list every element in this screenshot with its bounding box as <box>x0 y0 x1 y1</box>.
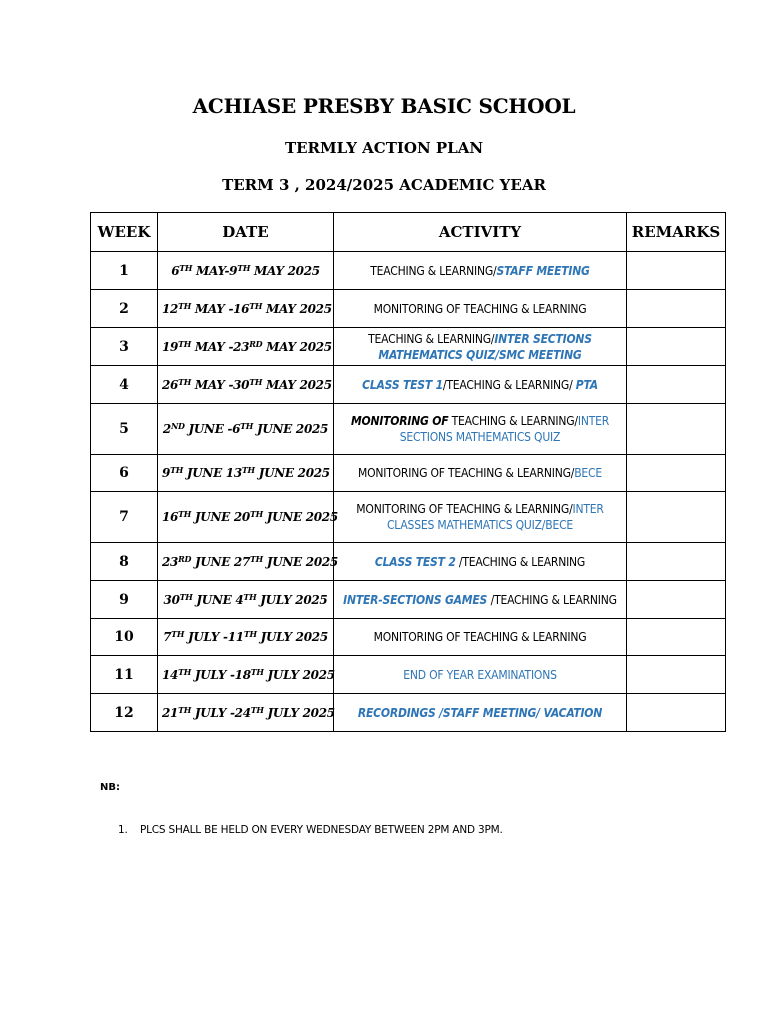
remarks-cell <box>627 619 726 656</box>
column-header-remarks: REMARKS <box>627 213 726 252</box>
activity-cell <box>334 404 627 455</box>
date-cell: 6TH MAY-9TH MAY 2025 <box>158 252 334 290</box>
week-cell: 4 <box>91 366 158 404</box>
activity-cell <box>334 492 627 543</box>
week-cell: 5 <box>91 404 158 455</box>
activity-text: INTER CLASSES MATHEMATICS QUIZ/BECE <box>386 502 604 532</box>
activity-text: INTER SECTIONS MATHEMATICS QUIZ/SMC MEETING <box>378 331 592 362</box>
date-cell: 21TH JULY -24TH JULY 2025 <box>158 694 334 732</box>
activity-text: END OF YEAR EXAMINATIONS <box>403 667 557 682</box>
table-row <box>91 543 726 581</box>
activity-text: TEACHING & LEARNING/ <box>448 414 578 428</box>
activity-text: MONITORING OF TEACHING & LEARNING/ <box>357 466 575 480</box>
week-cell: 10 <box>91 619 158 656</box>
date-cell: 30TH JUNE 4TH JULY 2025 <box>158 581 334 619</box>
activity-text: INTER-SECTIONS GAMES <box>343 592 491 607</box>
action-plan-table <box>90 212 726 732</box>
date-cell: 9TH JUNE 13TH JUNE 2025 <box>158 455 334 492</box>
activity-text: /TEACHING & LEARNING/ <box>442 377 576 392</box>
activity-cell <box>334 656 627 694</box>
activity-text: CLASS TEST 2 <box>374 554 456 569</box>
remarks-cell <box>627 543 726 581</box>
note-number: 1. <box>118 824 128 836</box>
week-cell: 11 <box>91 656 158 694</box>
activity-cell <box>334 543 627 581</box>
remarks-cell <box>627 694 726 732</box>
table-row <box>91 455 726 492</box>
table-row <box>91 619 726 656</box>
activity-cell <box>334 290 627 328</box>
date-cell: 14TH JULY -18TH JULY 2025 <box>158 656 334 694</box>
column-header-date: DATE <box>158 213 334 252</box>
remarks-cell <box>627 656 726 694</box>
column-header-activity: ACTIVITY <box>334 213 627 252</box>
activity-text: INTER SECTIONS MATHEMATICS QUIZ <box>399 414 610 444</box>
week-cell: 2 <box>91 290 158 328</box>
table-row <box>91 252 726 290</box>
activity-text: RECORDINGS /STAFF MEETING/ VACATION <box>357 705 603 720</box>
activity-cell <box>334 252 627 290</box>
remarks-cell <box>627 455 726 492</box>
activity-text: PTA <box>575 377 598 392</box>
activity-text: STAFF MEETING <box>496 263 590 278</box>
activity-text: MONITORING OF TEACHING & LEARNING/ <box>356 502 573 516</box>
week-cell: 1 <box>91 252 158 290</box>
activity-text: TEACHING & LEARNING/ <box>370 263 497 278</box>
week-cell: 8 <box>91 543 158 581</box>
activity-text: /TEACHING & LEARNING <box>490 592 617 607</box>
table-row <box>91 404 726 455</box>
table-header-row <box>91 213 726 252</box>
table-row <box>91 581 726 619</box>
table-row <box>91 366 726 404</box>
date-cell: 23RD JUNE 27TH JUNE 2025 <box>158 543 334 581</box>
remarks-cell <box>627 404 726 455</box>
table-body <box>91 252 726 732</box>
activity-text: CLASS TEST 1 <box>362 377 443 392</box>
school-name: ACHIASE PRESBY BASIC SCHOOL <box>192 94 576 118</box>
activity-cell <box>334 581 627 619</box>
date-cell: 12TH MAY -16TH MAY 2025 <box>158 290 334 328</box>
table-row <box>91 290 726 328</box>
remarks-cell <box>627 492 726 543</box>
table-row <box>91 328 726 366</box>
remarks-cell <box>627 252 726 290</box>
remarks-cell <box>627 581 726 619</box>
date-cell: 19TH MAY -23RD MAY 2025 <box>158 328 334 366</box>
activity-cell <box>334 366 627 404</box>
term-title: TERM 3 , 2024/2025 ACADEMIC YEAR <box>222 176 546 194</box>
table-row <box>91 694 726 732</box>
activity-text: BECE <box>574 466 603 480</box>
remarks-cell <box>627 290 726 328</box>
date-cell: 16TH JUNE 20TH JUNE 2025 <box>158 492 334 543</box>
activity-cell <box>334 694 627 732</box>
activity-text: MONITORING OF <box>350 414 449 428</box>
remarks-cell <box>627 328 726 366</box>
activity-cell <box>334 455 627 492</box>
activity-text: /TEACHING & LEARNING <box>455 554 586 569</box>
activity-cell <box>334 619 627 656</box>
week-cell: 9 <box>91 581 158 619</box>
column-header-week: WEEK <box>91 213 158 252</box>
notes-label: NB: <box>100 782 120 793</box>
plan-title: TERMLY ACTION PLAN <box>284 139 484 157</box>
week-cell: 7 <box>91 492 158 543</box>
activity-cell <box>334 328 627 366</box>
note-text: PLCS SHALL BE HELD ON EVERY WEDNESDAY BETWEEN 2PM AND 3PM. <box>140 824 503 836</box>
activity-text: MONITORING OF TEACHING & LEARNING <box>373 630 587 644</box>
note-item <box>118 824 503 836</box>
table-row <box>91 656 726 694</box>
activity-text: TEACHING & LEARNING/ <box>368 331 495 346</box>
table-row <box>91 492 726 543</box>
week-cell: 3 <box>91 328 158 366</box>
date-cell: 2ND JUNE -6TH JUNE 2025 <box>158 404 334 455</box>
week-cell: 12 <box>91 694 158 732</box>
week-cell: 6 <box>91 455 158 492</box>
remarks-cell <box>627 366 726 404</box>
date-cell: 7TH JULY -11TH JULY 2025 <box>158 619 334 656</box>
date-cell: 26TH MAY -30TH MAY 2025 <box>158 366 334 404</box>
activity-text: MONITORING OF TEACHING & LEARNING <box>373 301 587 316</box>
